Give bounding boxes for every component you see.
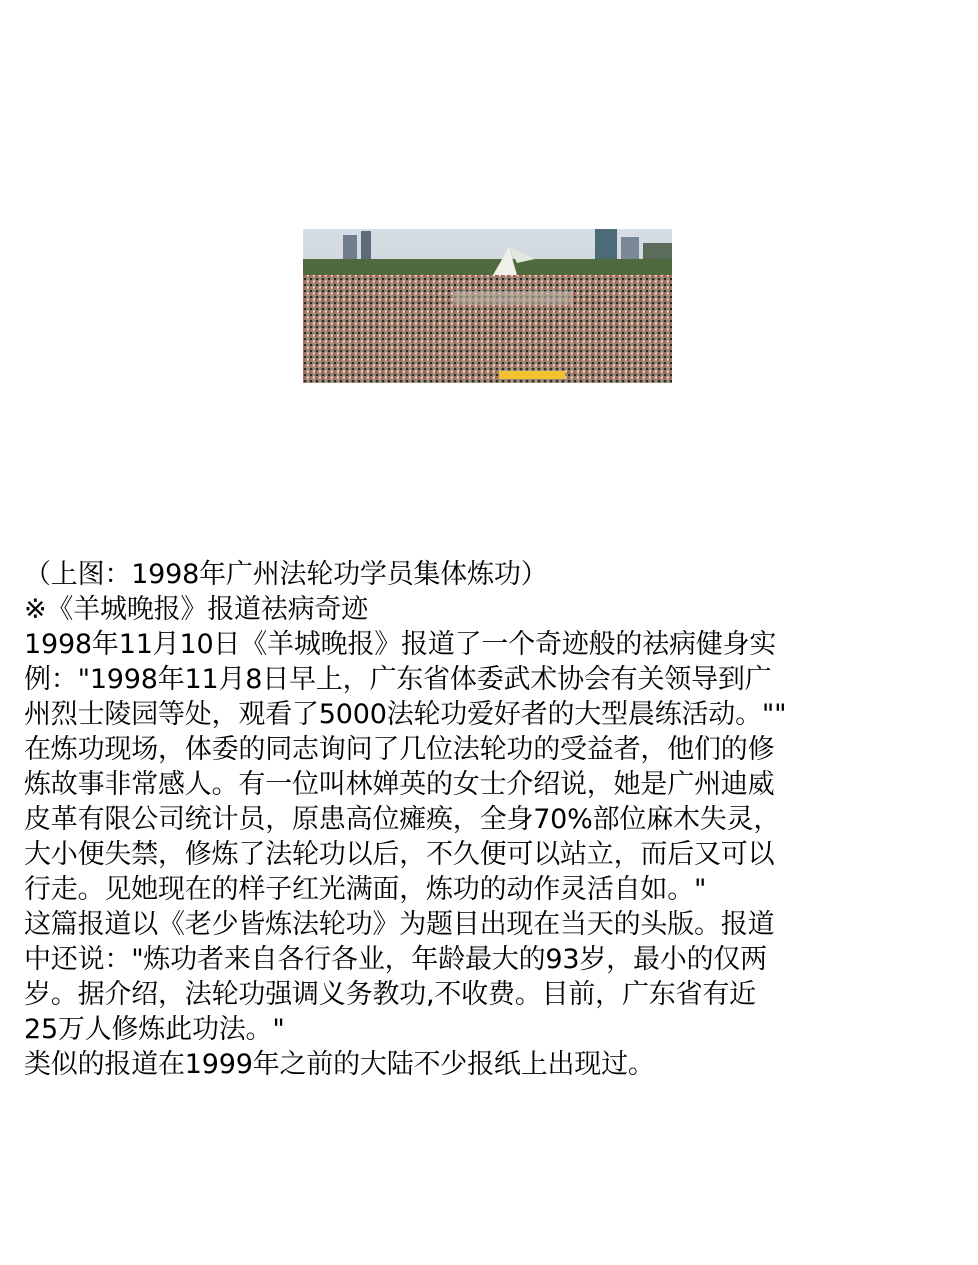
article-line: 岁。据介绍，法轮功强调义务教功,不收费。目前，广东省有近 — [24, 979, 756, 1010]
photo-drawing — [303, 229, 672, 383]
photo-caption: （上图：1998年广州法轮功学员集体炼功） — [24, 559, 548, 590]
article-line: 行走。见她现在的样子红光满面，炼功的动作灵活自如。" — [24, 874, 707, 905]
article-closing-line: 类似的报道在1999年之前的大陆不少报纸上出现过。 — [24, 1049, 655, 1080]
banner — [499, 371, 565, 379]
article-line: 25万人修炼此功法。" — [24, 1014, 285, 1045]
article-line: 州烈士陵园等处，观看了5000法轮功爱好者的大型晨练活动。"" — [24, 699, 787, 730]
group-practice-photo — [303, 229, 672, 383]
section-heading: ※《羊城晚报》报道祛病奇迹 — [24, 594, 369, 625]
article-line: 中还说："炼功者来自各行各业，年龄最大的93岁，最小的仅两 — [24, 944, 767, 975]
article-line: 例："1998年11月8日早上，广东省体委武术协会有关领导到广 — [24, 664, 772, 695]
article-line: 皮革有限公司统计员，原患高位瘫痪，全身70%部位麻木失灵， — [24, 804, 781, 835]
article-text — [24, 557, 959, 1082]
article-line: 炼故事非常感人。有一位叫林婵英的女士介绍说，她是广州迪威 — [24, 769, 775, 800]
plaza-path — [453, 291, 573, 305]
article-line: 在炼功现场，体委的同志询问了几位法轮功的受益者，他们的修 — [24, 734, 775, 765]
article-line: 大小便失禁，修炼了法轮功以后，不久便可以站立，而后又可以 — [24, 839, 775, 870]
article-line: 1998年11月10日《羊城晚报》报道了一个奇迹般的祛病健身实 — [24, 629, 777, 660]
article-line: 这篇报道以《老少皆炼法轮功》为题目出现在当天的头版。报道 — [24, 909, 775, 940]
